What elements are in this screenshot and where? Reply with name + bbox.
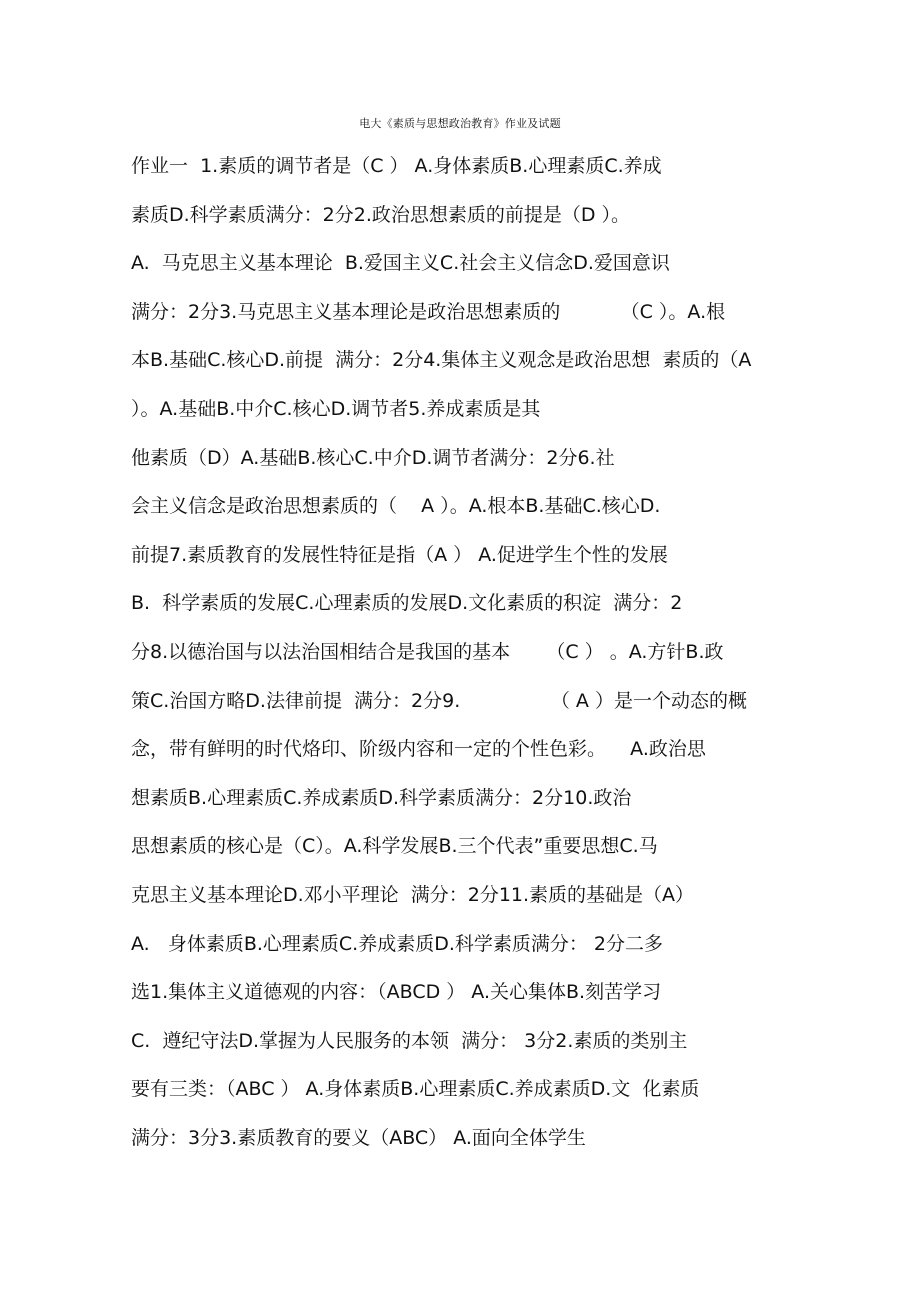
text-line: B. 科学素质的发展C.心理素质的发展D.文化素质的积淀 满分：2 [131, 592, 683, 615]
text-line: A. 马克思主义基本理论 B.爱国主义C.社会主义信念D.爱国意识 [131, 252, 670, 275]
text-line: C. 遵纪守法D.掌握为人民服务的本领 满分： 3分2.素质的类别主 [131, 1029, 688, 1052]
text-line: 选1.集体主义道德观的内容：（ABCD ） A.关心集体B.刻苦学习 [131, 981, 662, 1004]
text-line: 要有三类：（ABC ） A.身体素质B.心理素质C.养成素质D.文 化素质 [131, 1078, 700, 1101]
text-line: 会主义信念是政治思想素质的（ A ）。A.根本B.基础C.核心D. [131, 495, 661, 518]
text-line: 本B.基础C.核心D.前提 满分：2分4.集体主义观念是政治思想 素质的（A [131, 349, 752, 372]
text-line: 分8.以德治国与以法治国相结合是我国的基本 （C ） 。A.方针B.政 [131, 640, 724, 663]
text-line: 作业一 1.素质的调节者是（C ） A.身体素质B.心理素质C.养成 [131, 155, 662, 177]
text-line: 克思主义基本理论D.邓小平理论 满分：2分11.素质的基础是（A） [131, 883, 695, 906]
document-body [131, 148, 811, 1168]
text-line: A. 身体素质B.心理素质C.养成素质D.科学素质满分： 2分二多 [131, 932, 664, 955]
text-line: 念，带有鲜明的时代烙印、阶级内容和一定的个性色彩。 A.政治思 [131, 738, 706, 761]
text-line: ）。A.基础B.中介C.核心D.调节者5.养成素质是其 [131, 397, 541, 420]
text-line: 满分：2分3.马克思主义基本理论是政治思想素质的 （C ）。A.根 [131, 300, 726, 323]
text-line: 想素质B.心理素质C.养成素质D.科学素质满分：2分10.政治 [131, 786, 632, 809]
text-line: 前提7.素质教育的发展性特征是指（A ） A.促进学生个性的发展 [131, 543, 668, 566]
document-title: 电大《素质与思想政治教育》作业及试题 [359, 117, 561, 130]
text-line: 素质D.科学素质满分：2分2.政治思想素质的前提是（D ）。 [131, 203, 631, 226]
text-line: 思想素质的核心是（C）。A.科学发展B.三个代表”重要思想C.马 [131, 835, 658, 858]
text-line: 满分：3分3.素质教育的要义（ABC） A.面向全体学生 [131, 1126, 586, 1149]
text-line: 他素质（D）A.基础B.核心C.中介D.调节者满分：2分6.社 [131, 446, 615, 469]
text-line: 策C.治国方略D.法律前提 满分：2分9. （ A ）是一个动态的概 [131, 689, 747, 712]
